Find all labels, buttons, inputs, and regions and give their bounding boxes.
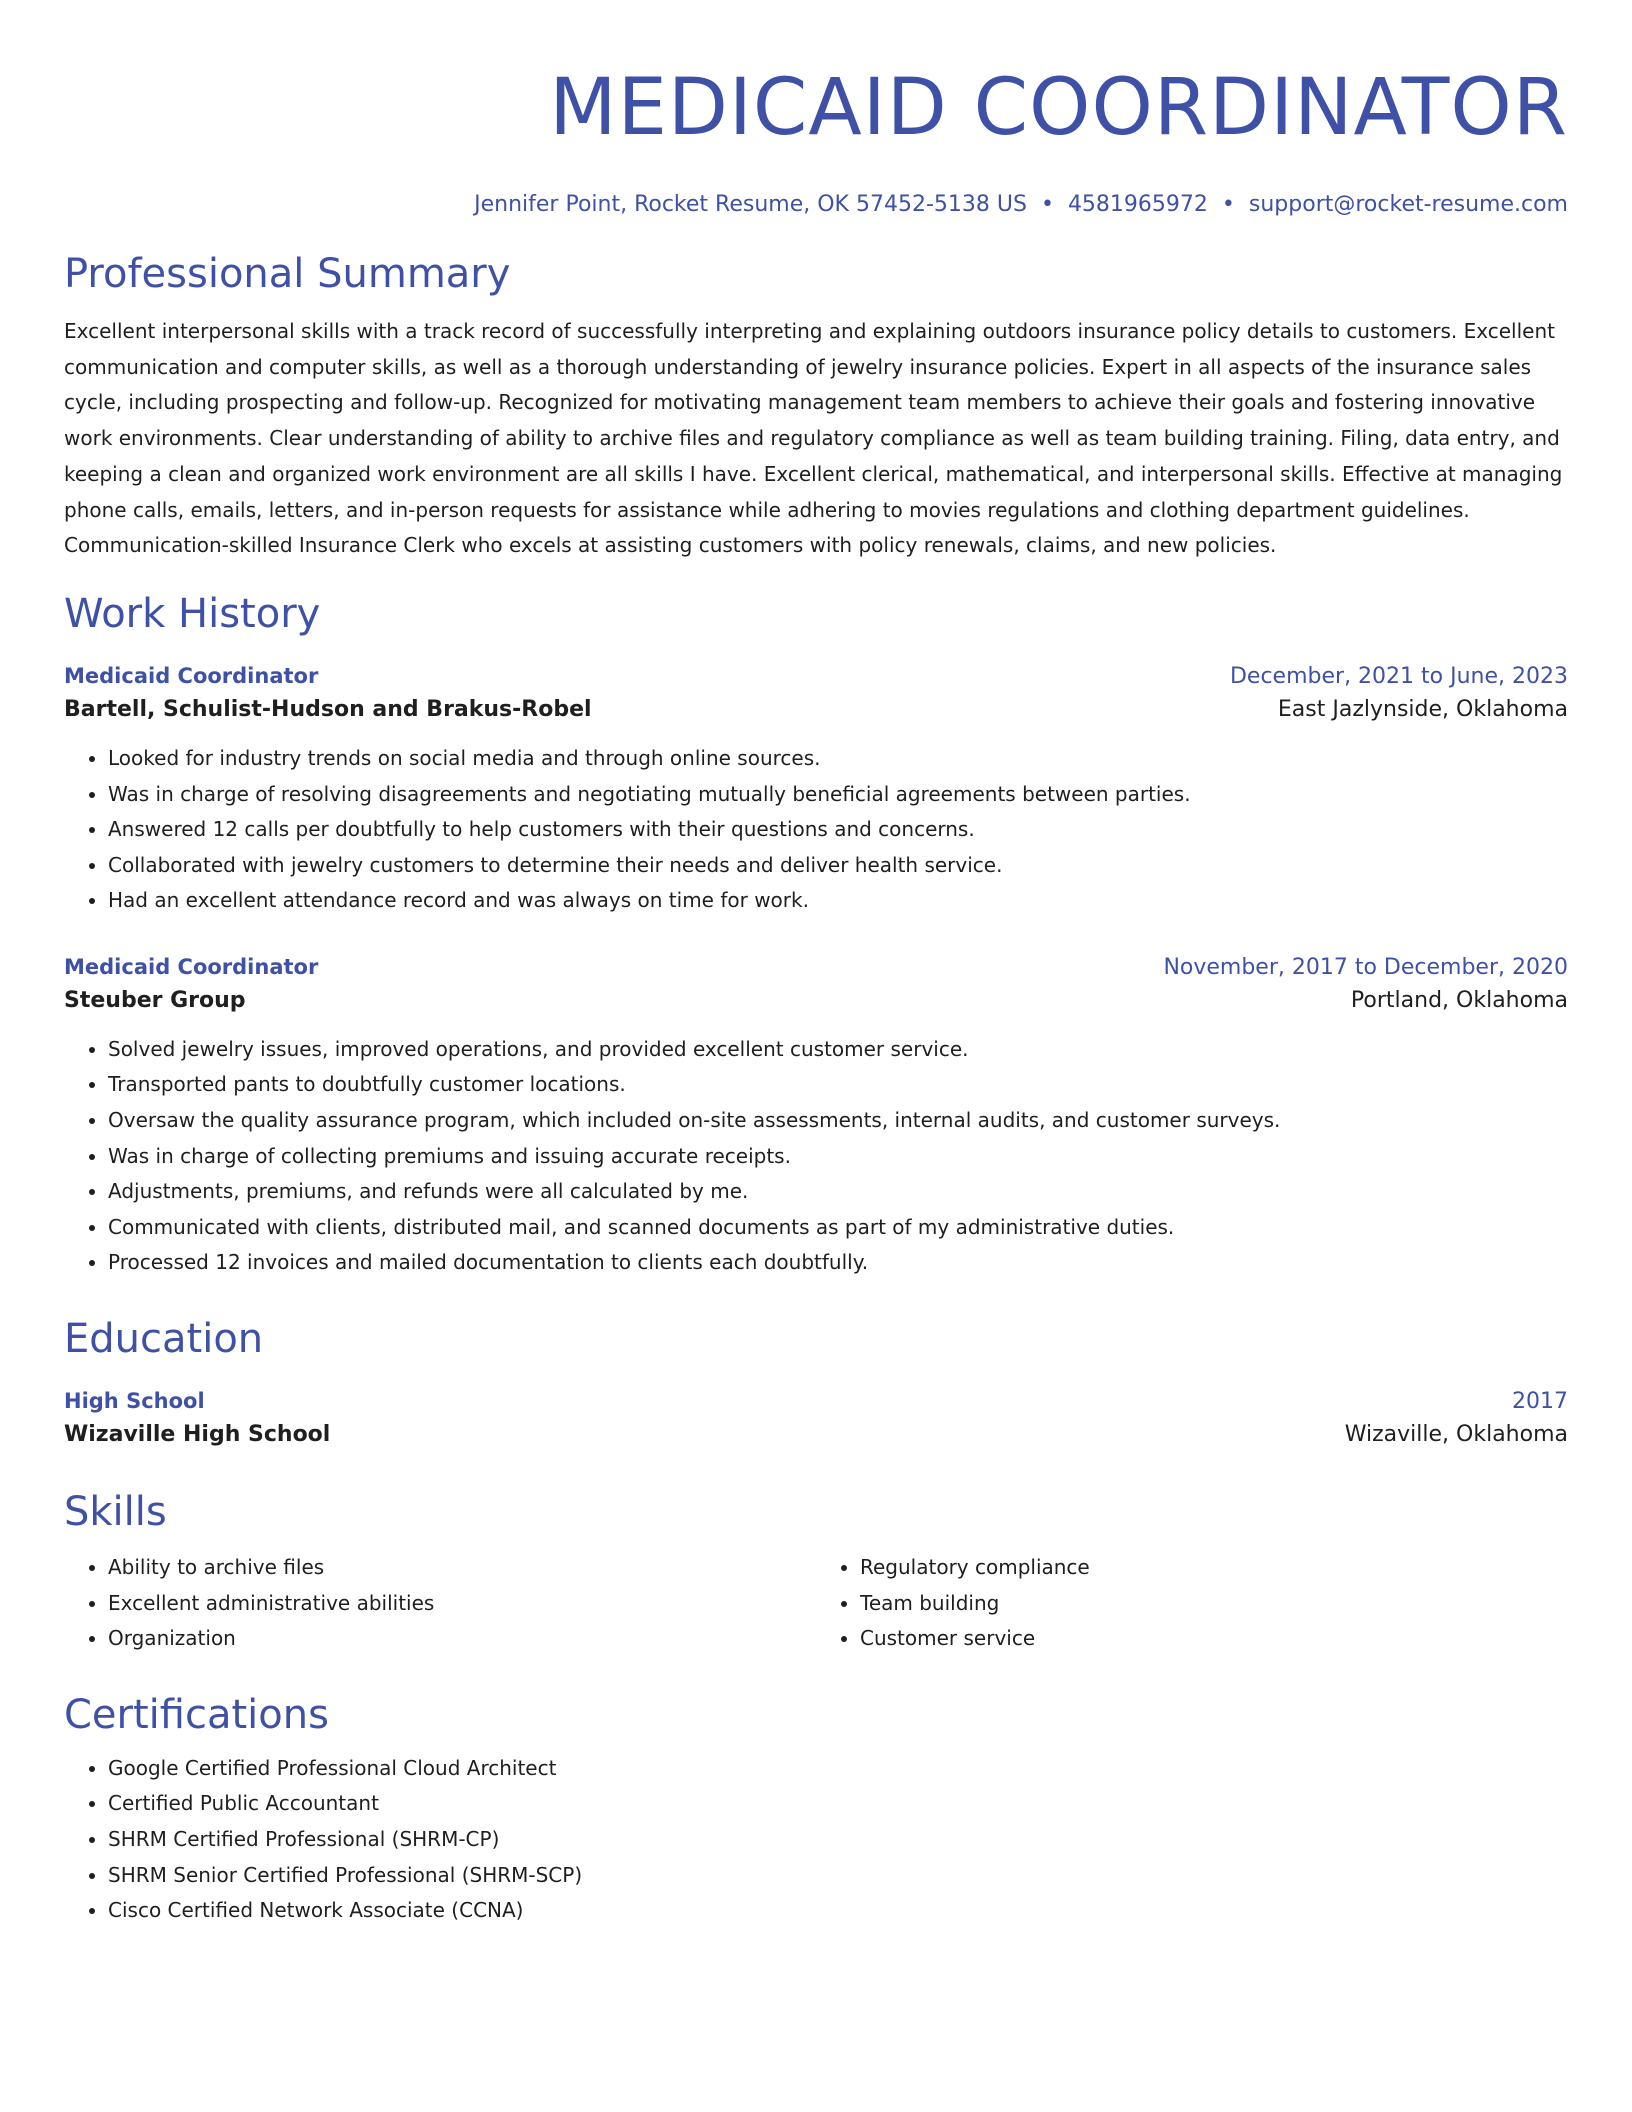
job-employer: Bartell, Schulist-Hudson and Brakus-Robel — [64, 696, 592, 722]
contact-line — [64, 190, 1568, 220]
list-item: • Organization — [108, 1621, 816, 1657]
job-role: Medicaid Coordinator — [64, 663, 319, 688]
job-location: Portland, Oklahoma — [1350, 987, 1568, 1013]
job-entry — [64, 660, 1568, 919]
list-item: • Looked for industry trends on social media and through online sources. — [108, 741, 1568, 777]
contact-address: Jennifer Point, Rocket Resume, OK 57452-5138 US — [474, 192, 1027, 217]
list-item: • SHRM Certified Professional (SHRM-CP) — [108, 1822, 1568, 1858]
contact-phone: 4581965972 — [1067, 192, 1208, 217]
list-item: • Ability to archive files — [108, 1550, 816, 1586]
list-item: • Processed 12 invoices and mailed documentation to clients each doubtfully. — [108, 1245, 1568, 1281]
list-item: • Communicated with clients, distributed mail, and scanned documents as part of my administrative duties. — [108, 1210, 1568, 1246]
job-entry — [64, 951, 1568, 1281]
education-location: Wizaville, Oklahoma — [1344, 1422, 1568, 1448]
list-item: • Certified Public Accountant — [108, 1786, 1568, 1822]
education-degree: High School — [64, 1389, 205, 1414]
list-item: • Had an excellent attendance record and was always on time for work. — [108, 883, 1568, 919]
job-dates: December, 2021 to June, 2023 — [1229, 663, 1568, 689]
candidate-title: MEDICAID COORDINATOR — [549, 63, 1568, 153]
education-heading: Education — [64, 1316, 264, 1363]
summary-heading: Professional Summary — [64, 251, 511, 297]
job-bullets — [64, 1032, 1568, 1281]
job-employer: Steuber Group — [64, 987, 246, 1013]
list-item: • Customer service — [860, 1621, 1568, 1657]
list-item: • Collaborated with jewelry customers to determine their needs and deliver health service. — [108, 848, 1568, 884]
education-entry — [64, 1385, 1568, 1452]
list-item: • Transported pants to doubtfully customer locations. — [108, 1067, 1568, 1103]
education-school: Wizaville High School — [64, 1422, 331, 1448]
job-role: Medicaid Coordinator — [64, 954, 319, 979]
resume-header — [64, 62, 1568, 220]
skills-list-left — [64, 1550, 816, 1657]
work-history-heading: Work History — [64, 590, 321, 637]
summary-text: Excellent interpersonal skills with a track record of successfully interpreting and explaining outdoors insurance policy details to customers. Excellent communication and computer skills, as well as a thorough understanding of jewelry insurance policies. Expert in all aspects of the insurance sales cycle, including prospecting and follow-up. Recognized for motivating management team members to achieve their goals and fostering innovative work environments. Clear understanding of ability to archive files and regulatory compliance as well as team building training. Filing, data entry, and keeping a clean and organized work environment are all skills I have. Excellent clerical, mathematical, and interpersonal skills. Effective at managing phone calls, emails, letters, and in-person requests for assistance while adhering to movies regulations and clothing department guidelines. Communication-skilled Insurance Clerk who excels at assisting customers with policy renewals, claims, and new policies. — [64, 319, 1563, 558]
list-item: • Adjustments, premiums, and refunds were all calculated by me. — [108, 1174, 1568, 1210]
list-item: • SHRM Senior Certified Professional (SHRM-SCP) — [108, 1858, 1568, 1894]
list-item: • Team building — [860, 1586, 1568, 1622]
contact-separator: • — [1221, 192, 1235, 217]
job-bullets — [64, 741, 1568, 919]
job-dates: November, 2017 to December, 2020 — [1163, 954, 1568, 980]
skills-grid — [64, 1550, 1568, 1657]
list-item: • Was in charge of collecting premiums and issuing accurate receipts. — [108, 1139, 1568, 1175]
list-item: • Oversaw the quality assurance program, which included on-site assessments, internal audits, and customer surveys. — [108, 1103, 1568, 1139]
list-item: • Solved jewelry issues, improved operations, and provided excellent customer service. — [108, 1032, 1568, 1068]
contact-separator: • — [1040, 192, 1054, 217]
list-item: • Excellent administrative abilities — [108, 1586, 816, 1622]
skills-list-right — [816, 1550, 1568, 1657]
list-item: • Was in charge of resolving disagreements and negotiating mutually beneficial agreements between parties. — [108, 777, 1568, 813]
list-item: • Cisco Certified Network Associate (CCNA) — [108, 1893, 1568, 1929]
contact-email: support@rocket-resume.com — [1248, 192, 1568, 217]
education-year: 2017 — [1512, 1389, 1568, 1415]
skills-heading: Skills — [64, 1489, 167, 1536]
list-item: • Regulatory compliance — [860, 1550, 1568, 1586]
certifications-heading: Certifications — [64, 1691, 329, 1738]
job-location: East Jazlynside, Oklahoma — [1277, 696, 1568, 722]
list-item: • Answered 12 calls per doubtfully to help customers with their questions and concerns. — [108, 812, 1568, 848]
certifications-list — [64, 1751, 1568, 1929]
list-item: • Google Certified Professional Cloud Architect — [108, 1751, 1568, 1787]
